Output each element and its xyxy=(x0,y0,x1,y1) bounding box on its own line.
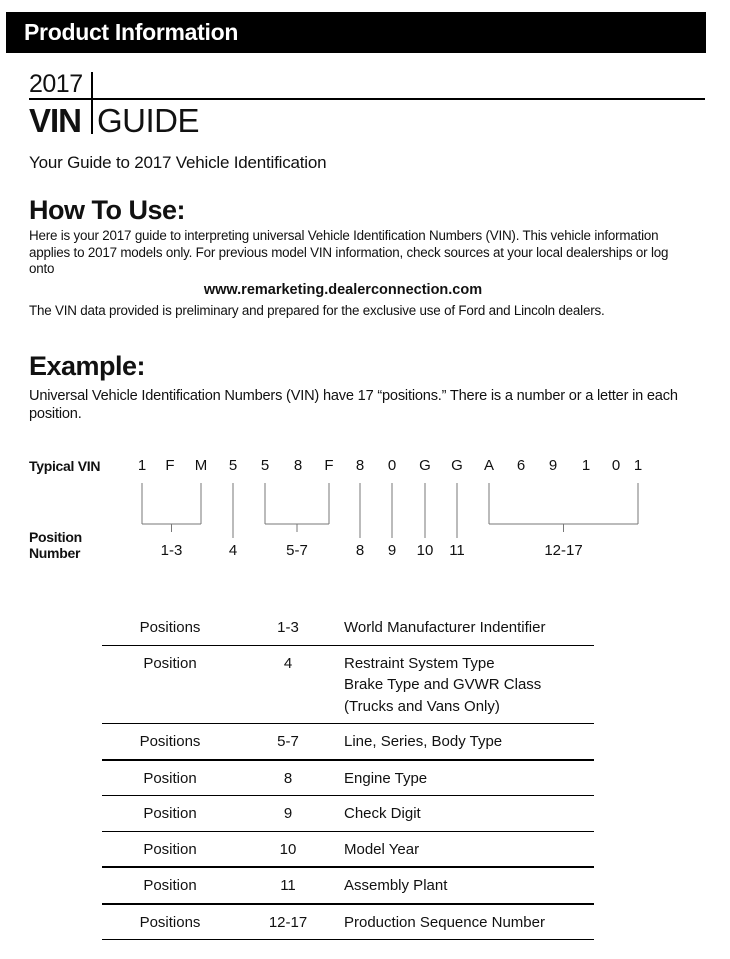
row-range: 11 xyxy=(280,877,296,894)
row-range: 10 xyxy=(279,840,297,858)
row-kind: Position xyxy=(143,840,197,858)
description-line: Assembly Plant xyxy=(344,877,448,894)
vin-char-15: 1 xyxy=(581,457,591,474)
row-range: 12-17 xyxy=(268,913,308,931)
row-kind: Position xyxy=(143,769,197,787)
typical-vin-label: Typical VIN xyxy=(29,458,101,474)
description-line: Brake Type and GVWR Class xyxy=(344,676,542,693)
vin-char-16: 0 xyxy=(611,457,621,474)
header-bar xyxy=(6,12,706,53)
vin-char-7: F xyxy=(324,457,334,474)
header-title: Product Information xyxy=(24,19,239,45)
position-group-label: 4 xyxy=(228,542,238,559)
vin-char-6: 8 xyxy=(293,457,303,474)
vin-char-12: A xyxy=(483,457,494,474)
row-kind: Positions xyxy=(139,619,201,636)
position-group-label: 8 xyxy=(355,542,365,559)
row-description xyxy=(344,617,594,639)
vin-char-17: 1 xyxy=(633,457,643,474)
title-year: 2017 xyxy=(29,70,83,98)
position-number-label: Position Number xyxy=(29,529,82,561)
row-description xyxy=(344,912,594,934)
vin-char-4: 5 xyxy=(228,457,238,474)
table-row xyxy=(102,796,594,832)
subtitle: Your Guide to 2017 Vehicle Identification xyxy=(29,153,327,172)
table-row xyxy=(102,761,594,797)
vin-char-13: 6 xyxy=(516,457,526,474)
description-line: (Trucks and Vans Only) xyxy=(344,697,500,715)
description-line: Model Year xyxy=(344,840,420,858)
vin-char-9: 0 xyxy=(387,457,397,474)
description-line: Restraint System Type xyxy=(344,654,495,672)
row-description xyxy=(344,839,594,861)
example-heading: Example: xyxy=(29,351,146,381)
how-to-use-heading: How To Use: xyxy=(29,195,185,225)
vin-char-11: G xyxy=(451,457,463,474)
row-description xyxy=(344,731,594,753)
vin-char-3: M xyxy=(194,457,208,474)
row-kind: Position xyxy=(143,877,197,894)
table-row xyxy=(102,905,594,941)
row-range: 9 xyxy=(283,805,293,822)
row-description xyxy=(344,875,594,897)
dealer-url-link[interactable]: www.remarketing.dealerconnection.com xyxy=(203,282,483,298)
table-row xyxy=(102,610,594,646)
position-group-label: 5-7 xyxy=(286,542,308,559)
description-line: World Manufacturer Indentifier xyxy=(344,619,546,636)
description-line: Line, Series, Body Type xyxy=(344,733,503,750)
vin-char-14: 9 xyxy=(548,457,558,474)
row-kind: Positions xyxy=(139,733,201,750)
title-divider-vertical xyxy=(91,72,93,134)
description-line: Production Sequence Number xyxy=(344,913,545,931)
row-range: 4 xyxy=(283,654,293,672)
row-kind: Position xyxy=(143,654,197,672)
row-kind: Position xyxy=(143,805,197,822)
vin-char-10: G xyxy=(419,457,431,474)
row-description xyxy=(344,803,594,825)
position-group-label: 1-3 xyxy=(160,542,183,559)
table-row xyxy=(102,646,594,725)
position-group-label: 11 xyxy=(449,542,465,559)
how-to-use-intro: Here is your 2017 guide to interpreting universal Vehicle Identification Numbers (VIN). This vehicle information applies to 2017 models only. For previous model VIN information, check sources at your local dealerships or log onto xyxy=(29,228,669,276)
how-to-use-note: The VIN data provided is preliminary and prepared for the exclusive use of Ford and Lincoln dealers. xyxy=(29,303,605,318)
title-divider-horizontal xyxy=(29,98,705,100)
example-text: Universal Vehicle Identification Numbers (VIN) have 17 “positions.” There is a number or a letter in each position. xyxy=(29,388,678,422)
position-group-label: 10 xyxy=(416,542,434,559)
row-kind: Positions xyxy=(139,913,201,931)
table-row xyxy=(102,724,594,761)
table-row xyxy=(102,868,594,905)
title-vin: VIN xyxy=(29,102,82,139)
vin-char-8: 8 xyxy=(355,457,365,474)
row-description xyxy=(344,653,594,718)
table-row xyxy=(102,832,594,869)
description-line: Engine Type xyxy=(344,769,428,787)
position-group-label: 12-17 xyxy=(544,542,583,559)
vin-char-1: 1 xyxy=(137,457,147,474)
position-group-label: 9 xyxy=(387,542,397,559)
description-line: Check Digit xyxy=(344,805,421,822)
row-description xyxy=(344,768,594,790)
row-range: 5-7 xyxy=(277,733,299,750)
vin-position-table xyxy=(102,610,594,940)
vin-char-2: F xyxy=(165,457,175,474)
vin-char-5: 5 xyxy=(260,457,270,474)
row-range: 1-3 xyxy=(277,619,299,636)
title-guide: GUIDE xyxy=(97,102,200,139)
row-range: 8 xyxy=(283,769,293,787)
